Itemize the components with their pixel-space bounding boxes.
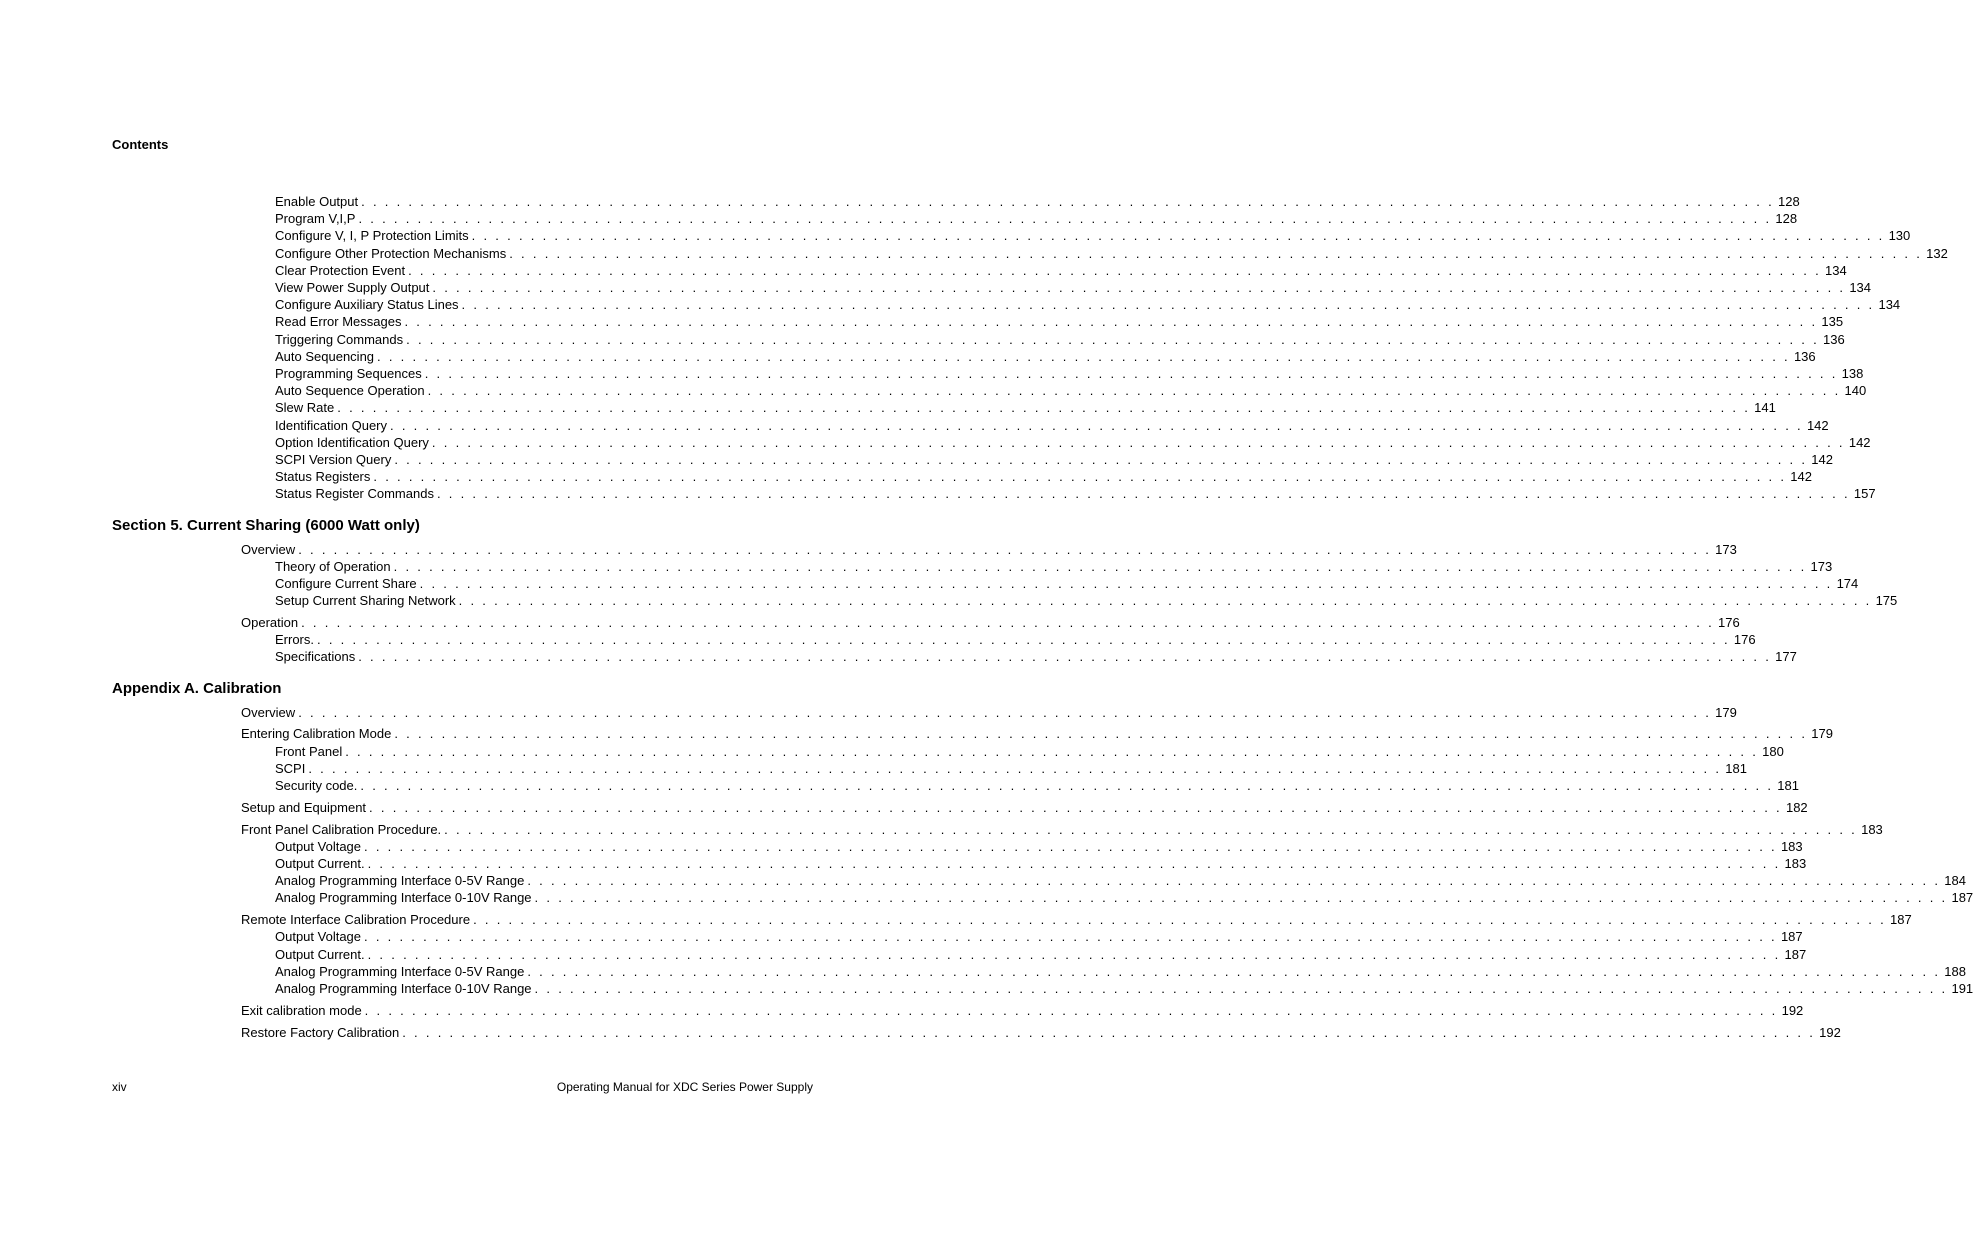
dot-leader: . . . . . . . . . . . . . . . . . . . . . . . . . . . . . . . . . . . . . . . . . . . . . . . . . . . . . . . . . . . . . . . . . . . . . . . . . . . . . . . . . . . . . . . . . . . . . . . . . . . . . . . . . . . . . . . . . . . . . . . . <box>419 576 1833 591</box>
dot-leader: . . . . . . . . . . . . . . . . . . . . . . . . . . . . . . . . . . . . . . . . . . . . . . . . . . . . . . . . . . . . . . . . . . . . . . . . . . . . . . . . . . . . . . . . . . . . . . . . . . . . . . . . . . . . . . . . . . . . . . . . <box>527 873 1941 889</box>
toc-entry-page-number: 130 <box>1888 228 1911 244</box>
toc-entry[interactable] <box>275 417 1829 434</box>
toc-entry-page-number: 142 <box>1806 417 1829 433</box>
toc-entry-page-number: 183 <box>1780 838 1803 854</box>
toc-entry[interactable] <box>275 210 1798 227</box>
footer-title: Operating Manual for XDC Series Power Supply <box>556 1080 813 1094</box>
toc-entry-page-number: 188 <box>1944 963 1966 979</box>
toc-entry[interactable] <box>275 227 1911 244</box>
toc-entry-title: Configure V, I, P Protection Limits <box>275 228 469 244</box>
toc-entry-page-number: 136 <box>1823 331 1845 347</box>
dot-leader: . . . . . . . . . . . . . . . . . . . . . . . . . . . . . . . . . . . . . . . . . . . . . . . . . . . . . . . . . . . . . . . . . . . . . . . . . . . . . . . . . . . . . . . . . . . . . . . . . . . . . . . . . . . . . . . . . . . . . . . . <box>527 963 1941 979</box>
toc-entry[interactable] <box>275 743 1784 760</box>
dot-leader: . . . . . . . . . . . . . . . . . . . . . . . . . . . . . . . . . . . . . . . . . . . . . . . . . . . . . . . . . . . . . . . . . . . . . . . . . . . . . . . . . . . . . . . . . . . . . . . . . . . . . . . . . . . . . . . . . . . . . . . . <box>360 778 1774 793</box>
toc-entry-page-number: 128 <box>1778 194 1800 209</box>
toc-entry-title: Exit calibration mode <box>241 1002 362 1018</box>
toc-entry[interactable] <box>275 399 1776 416</box>
toc-entry-page-number: 181 <box>1777 778 1799 793</box>
dot-leader: . . . . . . . . . . . . . . . . . . . . . . . . . . . . . . . . . . . . . . . . . . . . . . . . . . . . . . . . . . . . . . . . . . . . . . . . . . . . . . . . . . . . . . . . . . . . . . . . . . . . . . . . . . . . . . . . . . . . . . . . <box>404 314 1818 330</box>
dot-leader: . . . . . . . . . . . . . . . . . . . . . . . . . . . . . . . . . . . . . . . . . . . . . . . . . . . . . . . . . . . . . . . . . . . . . . . . . . . . . . . . . . . . . . . . . . . . . . . . . . . . . . . . . . . . . . . . . . . . . . . . <box>509 245 1923 261</box>
toc-entry-title: Setup Current Sharing Network <box>275 593 456 609</box>
dot-leader: . . . . . . . . . . . . . . . . . . . . . . . . . . . . . . . . . . . . . . . . . . . . . . . . . . . . . . . . . . . . . . . . . . . . . . . . . . . . . . . . . . . . . . . . . . . . . . . . . . . . . . . . . . . . . . . . . . . . . . . . <box>377 348 1790 364</box>
toc-entry-page-number: 187 <box>1951 890 1973 906</box>
toc-entry-title: Output Current. <box>275 856 365 871</box>
toc-entry-page-number: 177 <box>1775 649 1797 665</box>
toc-entry[interactable] <box>275 558 1833 575</box>
toc-entry-page-number: 142 <box>1811 452 1833 467</box>
toc-entry-title: Setup and Equipment <box>241 799 367 815</box>
toc-entry-page-number: 173 <box>1810 558 1833 574</box>
dot-leader: . . . . . . . . . . . . . . . . . . . . . . . . . . . . . . . . . . . . . . . . . . . . . . . . . . . . . . . . . . . . . . . . . . . . . . . . . . . . . . . . . . . . . . . . . . . . . . . . . . . . . . . . . . . . . . . . . . . . . . . . <box>471 228 1885 244</box>
toc-entry-page-number: 134 <box>1878 297 1901 313</box>
dot-leader: . . . . . . . . . . . . . . . . . . . . . . . . . . . . . . . . . . . . . . . . . . . . . . . . . . . . . . . . . . . . . . . . . . . . . . . . . . . . . . . . . . . . . . . . . . . . . . . . . . . . . . . . . . . . . . . . . . . . . . . . <box>317 632 1730 648</box>
dot-leader: . . . . . . . . . . . . . . . . . . . . . . . . . . . . . . . . . . . . . . . . . . . . . . . . . . . . . . . . . . . . . . . . . . . . . . . . . . . . . . . . . . . . . . . . . . . . . . . . . . . . . . . . . . . . . . . . . . . . . . . . <box>473 912 1886 928</box>
dot-leader: . . . . . . . . . . . . . . . . . . . . . . . . . . . . . . . . . . . . . . . . . . . . . . . . . . . . . . . . . . . . . . . . . . . . . . . . . . . . . . . . . . . . . . . . . . . . . . . . . . . . . . . . . . . . . . . . . . . . . . . . <box>298 541 1712 557</box>
dot-leader: . . . . . . . . . . . . . . . . . . . . . . . . . . . . . . . . . . . . . . . . . . . . . . . . . . . . . . . . . . . . . . . . . . . . . . . . . . . . . . . . . . . . . . . . . . . . . . . . . . . . . . . . . . . . . . . . . . . . . . . . <box>367 856 1781 871</box>
toc-entry[interactable] <box>275 262 1847 279</box>
toc-entry[interactable] <box>241 541 1737 558</box>
toc-entry-title: Theory of Operation <box>275 558 391 574</box>
dot-leader: . . . . . . . . . . . . . . . . . . . . . . . . . . . . . . . . . . . . . . . . . . . . . . . . . . . . . . . . . . . . . . . . . . . . . . . . . . . . . . . . . . . . . . . . . . . . . . . . . . . . . . . . . . . . . . . . . . . . . . . . <box>408 262 1821 278</box>
toc-entry-page-number: 187 <box>1780 929 1803 945</box>
toc-entry-title: SCPI <box>275 760 306 776</box>
toc-entry[interactable] <box>275 946 1807 963</box>
toc-entry-page-number: 183 <box>1784 856 1807 871</box>
toc-entry[interactable] <box>241 704 1737 721</box>
toc-entry-title: Status Register Commands <box>275 486 434 502</box>
toc-entry[interactable] <box>275 365 1864 382</box>
toc-entry-title: Remote Interface Calibration Procedure <box>241 912 471 928</box>
dot-leader: . . . . . . . . . . . . . . . . . . . . . . . . . . . . . . . . . . . . . . . . . . . . . . . . . . . . . . . . . . . . . . . . . . . . . . . . . . . . . . . . . . . . . . . . . . . . . . . . . . . . . . . . . . . . . . . . . . . . . . . . <box>432 280 1846 295</box>
toc-entry[interactable] <box>275 331 1845 348</box>
toc-entry-page-number: 134 <box>1825 262 1847 278</box>
toc-entry-title: Auto Sequence Operation <box>275 383 425 399</box>
toc-entry-page-number: 132 <box>1926 245 1948 261</box>
toc-entry-page-number: 140 <box>1844 383 1867 399</box>
toc-entry-title: Programming Sequences <box>275 366 422 381</box>
toc-entry-title: Specifications <box>275 649 356 665</box>
dot-leader: . . . . . . . . . . . . . . . . . . . . . . . . . . . . . . . . . . . . . . . . . . . . . . . . . . . . . . . . . . . . . . . . . . . . . . . . . . . . . . . . . . . . . . . . . . . . . . . . . . . . . . . . . . . . . . . . . . . . . . . . <box>393 558 1807 574</box>
toc-entry[interactable] <box>275 838 1803 855</box>
toc-entry[interactable] <box>275 592 1898 609</box>
section-heading: Section 5. Current Sharing (6000 Watt only) <box>112 516 420 534</box>
toc-entry[interactable] <box>241 911 1912 928</box>
toc-entry-page-number: 128 <box>1775 211 1798 227</box>
toc-entry-page-number: 183 <box>1861 821 1883 837</box>
toc-entry[interactable] <box>275 245 1948 262</box>
toc-entry-title: Analog Programming Interface 0-5V Range <box>275 873 525 889</box>
toc-entry[interactable] <box>241 821 1883 838</box>
toc-entry-page-number: 192 <box>1781 1002 1804 1018</box>
toc-entry-title: Overview <box>241 541 296 557</box>
dot-leader: . . . . . . . . . . . . . . . . . . . . . . . . . . . . . . . . . . . . . . . . . . . . . . . . . . . . . . . . . . . . . . . . . . . . . . . . . . . . . . . . . . . . . . . . . . . . . . . . . . . . . . . . . . . . . . . . . . . . . . . . <box>436 486 1850 502</box>
dot-leader: . . . . . . . . . . . . . . . . . . . . . . . . . . . . . . . . . . . . . . . . . . . . . . . . . . . . . . . . . . . . . . . . . . . . . . . . . . . . . . . . . . . . . . . . . . . . . . . . . . . . . . . . . . . . . . . . . . . . . . . . <box>367 946 1781 962</box>
toc-entry-page-number: 191 <box>1951 981 1973 996</box>
toc-entry-page-number: 179 <box>1811 726 1833 742</box>
toc-entry[interactable] <box>275 980 1973 997</box>
toc-entry[interactable] <box>275 648 1797 665</box>
dot-leader: . . . . . . . . . . . . . . . . . . . . . . . . . . . . . . . . . . . . . . . . . . . . . . . . . . . . . . . . . . . . . . . . . . . . . . . . . . . . . . . . . . . . . . . . . . . . . . . . . . . . . . . . . . . . . . . . . . . . . . . . <box>444 821 1858 837</box>
dot-leader: . . . . . . . . . . . . . . . . . . . . . . . . . . . . . . . . . . . . . . . . . . . . . . . . . . . . . . . . . . . . . . . . . . . . . . . . . . . . . . . . . . . . . . . . . . . . . . . . . . . . . . . . . . . . . . . . . . . . . . . . <box>402 1024 1816 1040</box>
toc-entry-title: Status Registers <box>275 469 371 485</box>
dot-leader: . . . . . . . . . . . . . . . . . . . . . . . . . . . . . . . . . . . . . . . . . . . . . . . . . . . . . . . . . . . . . . . . . . . . . . . . . . . . . . . . . . . . . . . . . . . . . . . . . . . . . . . . . . . . . . . . . . . . . . . . <box>364 929 1777 945</box>
dot-leader: . . . . . . . . . . . . . . . . . . . . . . . . . . . . . . . . . . . . . . . . . . . . . . . . . . . . . . . . . . . . . . . . . . . . . . . . . . . . . . . . . . . . . . . . . . . . . . . . . . . . . . . . . . . . . . . . . . . . . . . . <box>369 799 1782 815</box>
dot-leader: . . . . . . . . . . . . . . . . . . . . . . . . . . . . . . . . . . . . . . . . . . . . . . . . . . . . . . . . . . . . . . . . . . . . . . . . . . . . . . . . . . . . . . . . . . . . . . . . . . . . . . . . . . . . . . . . . . . . . . . . <box>358 649 1772 665</box>
dot-leader: . . . . . . . . . . . . . . . . . . . . . . . . . . . . . . . . . . . . . . . . . . . . . . . . . . . . . . . . . . . . . . . . . . . . . . . . . . . . . . . . . . . . . . . . . . . . . . . . . . . . . . . . . . . . . . . . . . . . . . . . <box>406 331 1820 347</box>
toc-entry-title: Errors. <box>275 632 314 648</box>
dot-leader: . . . . . . . . . . . . . . . . . . . . . . . . . . . . . . . . . . . . . . . . . . . . . . . . . . . . . . . . . . . . . . . . . . . . . . . . . . . . . . . . . . . . . . . . . . . . . . . . . . . . . . . . . . . . . . . . . . . . . . . . <box>308 760 1722 776</box>
toc-entry-page-number: 141 <box>1754 400 1776 416</box>
dot-leader: . . . . . . . . . . . . . . . . . . . . . . . . . . . . . . . . . . . . . . . . . . . . . . . . . . . . . . . . . . . . . . . . . . . . . . . . . . . . . . . . . . . . . . . . . . . . . . . . . . . . . . . . . . . . . . . . . . . . . . . . <box>424 366 1838 381</box>
toc-entry[interactable] <box>275 313 1844 330</box>
toc-entry[interactable] <box>275 279 1872 296</box>
toc-entry-title: Output Voltage <box>275 838 362 854</box>
toc-entry-page-number: 187 <box>1784 946 1807 962</box>
dot-leader: . . . . . . . . . . . . . . . . . . . . . . . . . . . . . . . . . . . . . . . . . . . . . . . . . . . . . . . . . . . . . . . . . . . . . . . . . . . . . . . . . . . . . . . . . . . . . . . . . . . . . . . . . . . . . . . . . . . . . . . . <box>364 1002 1778 1018</box>
toc-entry[interactable] <box>275 855 1807 872</box>
toc-entry-title: Operation <box>241 615 299 630</box>
dot-leader: . . . . . . . . . . . . . . . . . . . . . . . . . . . . . . . . . . . . . . . . . . . . . . . . . . . . . . . . . . . . . . . . . . . . . . . . . . . . . . . . . . . . . . . . . . . . . . . . . . . . . . . . . . . . . . . . . . . . . . . . <box>394 452 1808 467</box>
toc-entry-title: Entering Calibration Mode <box>241 726 392 742</box>
toc-entry[interactable] <box>275 928 1803 945</box>
toc-entry[interactable] <box>241 725 1833 742</box>
toc-entry-title: Security code. <box>275 778 358 793</box>
toc-entry-page-number: 138 <box>1841 366 1864 381</box>
toc-entry-title: Clear Protection Event <box>275 262 406 278</box>
toc-entry[interactable] <box>275 451 1833 468</box>
toc-entry-page-number: 176 <box>1718 615 1740 630</box>
toc-entry-title: Front Panel <box>275 743 343 759</box>
running-header: Contents <box>112 137 169 152</box>
toc-entry[interactable] <box>241 799 1808 816</box>
toc-entry-title: Analog Programming Interface 0-10V Range <box>275 890 532 906</box>
toc-entry-page-number: 173 <box>1715 541 1737 557</box>
toc-entry-title: Output Current. <box>275 946 365 962</box>
toc-entry[interactable] <box>275 631 1756 648</box>
toc-entry-page-number: 142 <box>1848 434 1871 450</box>
toc-entry-page-number: 174 <box>1836 576 1859 591</box>
dot-leader: . . . . . . . . . . . . . . . . . . . . . . . . . . . . . . . . . . . . . . . . . . . . . . . . . . . . . . . . . . . . . . . . . . . . . . . . . . . . . . . . . . . . . . . . . . . . . . . . . . . . . . . . . . . . . . . . . . . . . . . . <box>337 400 1751 416</box>
toc-entry-title: Enable Output <box>275 194 359 209</box>
toc-entry-page-number: 175 <box>1875 593 1898 609</box>
toc-entry[interactable] <box>241 1002 1804 1019</box>
toc-entry-title: SCPI Version Query <box>275 452 392 467</box>
toc-entry-page-number: 184 <box>1944 873 1966 889</box>
dot-leader: . . . . . . . . . . . . . . . . . . . . . . . . . . . . . . . . . . . . . . . . . . . . . . . . . . . . . . . . . . . . . . . . . . . . . . . . . . . . . . . . . . . . . . . . . . . . . . . . . . . . . . . . . . . . . . . . . . . . . . . . <box>461 297 1875 313</box>
toc-entry[interactable] <box>275 575 1859 592</box>
toc-entry[interactable] <box>275 872 1966 889</box>
toc-entry-page-number: 192 <box>1819 1024 1841 1040</box>
dot-leader: . . . . . . . . . . . . . . . . . . . . . . . . . . . . . . . . . . . . . . . . . . . . . . . . . . . . . . . . . . . . . . . . . . . . . . . . . . . . . . . . . . . . . . . . . . . . . . . . . . . . . . . . . . . . . . . . . . . . . . . . <box>394 726 1808 742</box>
toc-entry-title: Output Voltage <box>275 929 362 945</box>
toc-entry-title: Configure Current Share <box>275 576 417 591</box>
toc-entry[interactable] <box>275 193 1800 210</box>
dot-leader: . . . . . . . . . . . . . . . . . . . . . . . . . . . . . . . . . . . . . . . . . . . . . . . . . . . . . . . . . . . . . . . . . . . . . . . . . . . . . . . . . . . . . . . . . . . . . . . . . . . . . . . . . . . . . . . . . . . . . . . . <box>427 383 1841 399</box>
toc-entry[interactable] <box>275 777 1799 794</box>
toc-entry[interactable] <box>275 348 1816 365</box>
toc-entry[interactable] <box>241 614 1740 631</box>
dot-leader: . . . . . . . . . . . . . . . . . . . . . . . . . . . . . . . . . . . . . . . . . . . . . . . . . . . . . . . . . . . . . . . . . . . . . . . . . . . . . . . . . . . . . . . . . . . . . . . . . . . . . . . . . . . . . . . . . . . . . . . . <box>345 743 1759 759</box>
toc-entry-page-number: 187 <box>1889 912 1912 928</box>
toc-entry-page-number: 181 <box>1725 760 1747 776</box>
toc-entry[interactable] <box>241 1024 1841 1041</box>
dot-leader: . . . . . . . . . . . . . . . . . . . . . . . . . . . . . . . . . . . . . . . . . . . . . . . . . . . . . . . . . . . . . . . . . . . . . . . . . . . . . . . . . . . . . . . . . . . . . . . . . . . . . . . . . . . . . . . . . . . . . . . . <box>390 417 1803 433</box>
dot-leader: . . . . . . . . . . . . . . . . . . . . . . . . . . . . . . . . . . . . . . . . . . . . . . . . . . . . . . . . . . . . . . . . . . . . . . . . . . . . . . . . . . . . . . . . . . . . . . . . . . . . . . . . . . . . . . . . . . . . . . . . <box>301 615 1715 630</box>
toc-entry-page-number: 180 <box>1762 743 1784 759</box>
toc-entry-title: Configure Other Protection Mechanisms <box>275 245 507 261</box>
toc-entry-title: Slew Rate <box>275 400 335 416</box>
dot-leader: . . . . . . . . . . . . . . . . . . . . . . . . . . . . . . . . . . . . . . . . . . . . . . . . . . . . . . . . . . . . . . . . . . . . . . . . . . . . . . . . . . . . . . . . . . . . . . . . . . . . . . . . . . . . . . . . . . . . . . . . <box>358 211 1772 227</box>
toc-entry[interactable] <box>275 485 1876 502</box>
toc-entry-title: Overview <box>241 704 296 720</box>
toc-entry[interactable] <box>275 296 1901 313</box>
toc-entry[interactable] <box>275 963 1966 980</box>
toc-entry-title: Identification Query <box>275 417 388 433</box>
toc-entry-page-number: 182 <box>1785 799 1808 815</box>
toc-entry-page-number: 136 <box>1793 348 1816 364</box>
toc-entry[interactable] <box>275 760 1747 777</box>
toc-entry-title: Configure Auxiliary Status Lines <box>275 297 459 313</box>
dot-leader: . . . . . . . . . . . . . . . . . . . . . . . . . . . . . . . . . . . . . . . . . . . . . . . . . . . . . . . . . . . . . . . . . . . . . . . . . . . . . . . . . . . . . . . . . . . . . . . . . . . . . . . . . . . . . . . . . . . . . . . . <box>361 194 1775 209</box>
toc-entry-title: Triggering Commands <box>275 331 404 347</box>
dot-leader: . . . . . . . . . . . . . . . . . . . . . . . . . . . . . . . . . . . . . . . . . . . . . . . . . . . . . . . . . . . . . . . . . . . . . . . . . . . . . . . . . . . . . . . . . . . . . . . . . . . . . . . . . . . . . . . . . . . . . . . . <box>364 838 1777 854</box>
toc-entry-page-number: 134 <box>1849 280 1872 295</box>
toc-entry-title: Analog Programming Interface 0-10V Range <box>275 981 532 996</box>
toc-entry-title: View Power Supply Output <box>275 280 430 295</box>
toc-entry-title: Front Panel Calibration Procedure. <box>241 821 442 837</box>
toc-entry-title: Read Error Messages <box>275 314 402 330</box>
section-heading: Appendix A. Calibration <box>112 679 282 697</box>
toc-entry[interactable] <box>275 434 1871 451</box>
toc-entry-page-number: 142 <box>1790 469 1812 485</box>
toc-entry-page-number: 157 <box>1853 486 1876 502</box>
toc-entry-page-number: 176 <box>1733 632 1756 648</box>
dot-leader: . . . . . . . . . . . . . . . . . . . . . . . . . . . . . . . . . . . . . . . . . . . . . . . . . . . . . . . . . . . . . . . . . . . . . . . . . . . . . . . . . . . . . . . . . . . . . . . . . . . . . . . . . . . . . . . . . . . . . . . . <box>534 890 1948 906</box>
dot-leader: . . . . . . . . . . . . . . . . . . . . . . . . . . . . . . . . . . . . . . . . . . . . . . . . . . . . . . . . . . . . . . . . . . . . . . . . . . . . . . . . . . . . . . . . . . . . . . . . . . . . . . . . . . . . . . . . . . . . . . . . <box>431 434 1845 450</box>
dot-leader: . . . . . . . . . . . . . . . . . . . . . . . . . . . . . . . . . . . . . . . . . . . . . . . . . . . . . . . . . . . . . . . . . . . . . . . . . . . . . . . . . . . . . . . . . . . . . . . . . . . . . . . . . . . . . . . . . . . . . . . . <box>534 981 1948 996</box>
toc-entry[interactable] <box>275 468 1812 485</box>
toc-entry-title: Option Identification Query <box>275 434 429 450</box>
toc-entry-page-number: 179 <box>1715 704 1737 720</box>
toc-entry-title: Auto Sequencing <box>275 348 375 364</box>
toc-entry-title: Restore Factory Calibration <box>241 1024 400 1040</box>
toc-entry[interactable] <box>275 382 1867 399</box>
toc-entry-title: Analog Programming Interface 0-5V Range <box>275 963 525 979</box>
dot-leader: . . . . . . . . . . . . . . . . . . . . . . . . . . . . . . . . . . . . . . . . . . . . . . . . . . . . . . . . . . . . . . . . . . . . . . . . . . . . . . . . . . . . . . . . . . . . . . . . . . . . . . . . . . . . . . . . . . . . . . . . <box>458 593 1872 609</box>
toc-entry[interactable] <box>275 889 1973 906</box>
dot-leader: . . . . . . . . . . . . . . . . . . . . . . . . . . . . . . . . . . . . . . . . . . . . . . . . . . . . . . . . . . . . . . . . . . . . . . . . . . . . . . . . . . . . . . . . . . . . . . . . . . . . . . . . . . . . . . . . . . . . . . . . <box>298 704 1712 720</box>
footer-page-number: xiv <box>112 1080 127 1094</box>
dot-leader: . . . . . . . . . . . . . . . . . . . . . . . . . . . . . . . . . . . . . . . . . . . . . . . . . . . . . . . . . . . . . . . . . . . . . . . . . . . . . . . . . . . . . . . . . . . . . . . . . . . . . . . . . . . . . . . . . . . . . . . . <box>373 469 1787 485</box>
toc-entry-page-number: 135 <box>1821 314 1844 330</box>
toc-entry-title: Program V,I,P <box>275 211 356 227</box>
